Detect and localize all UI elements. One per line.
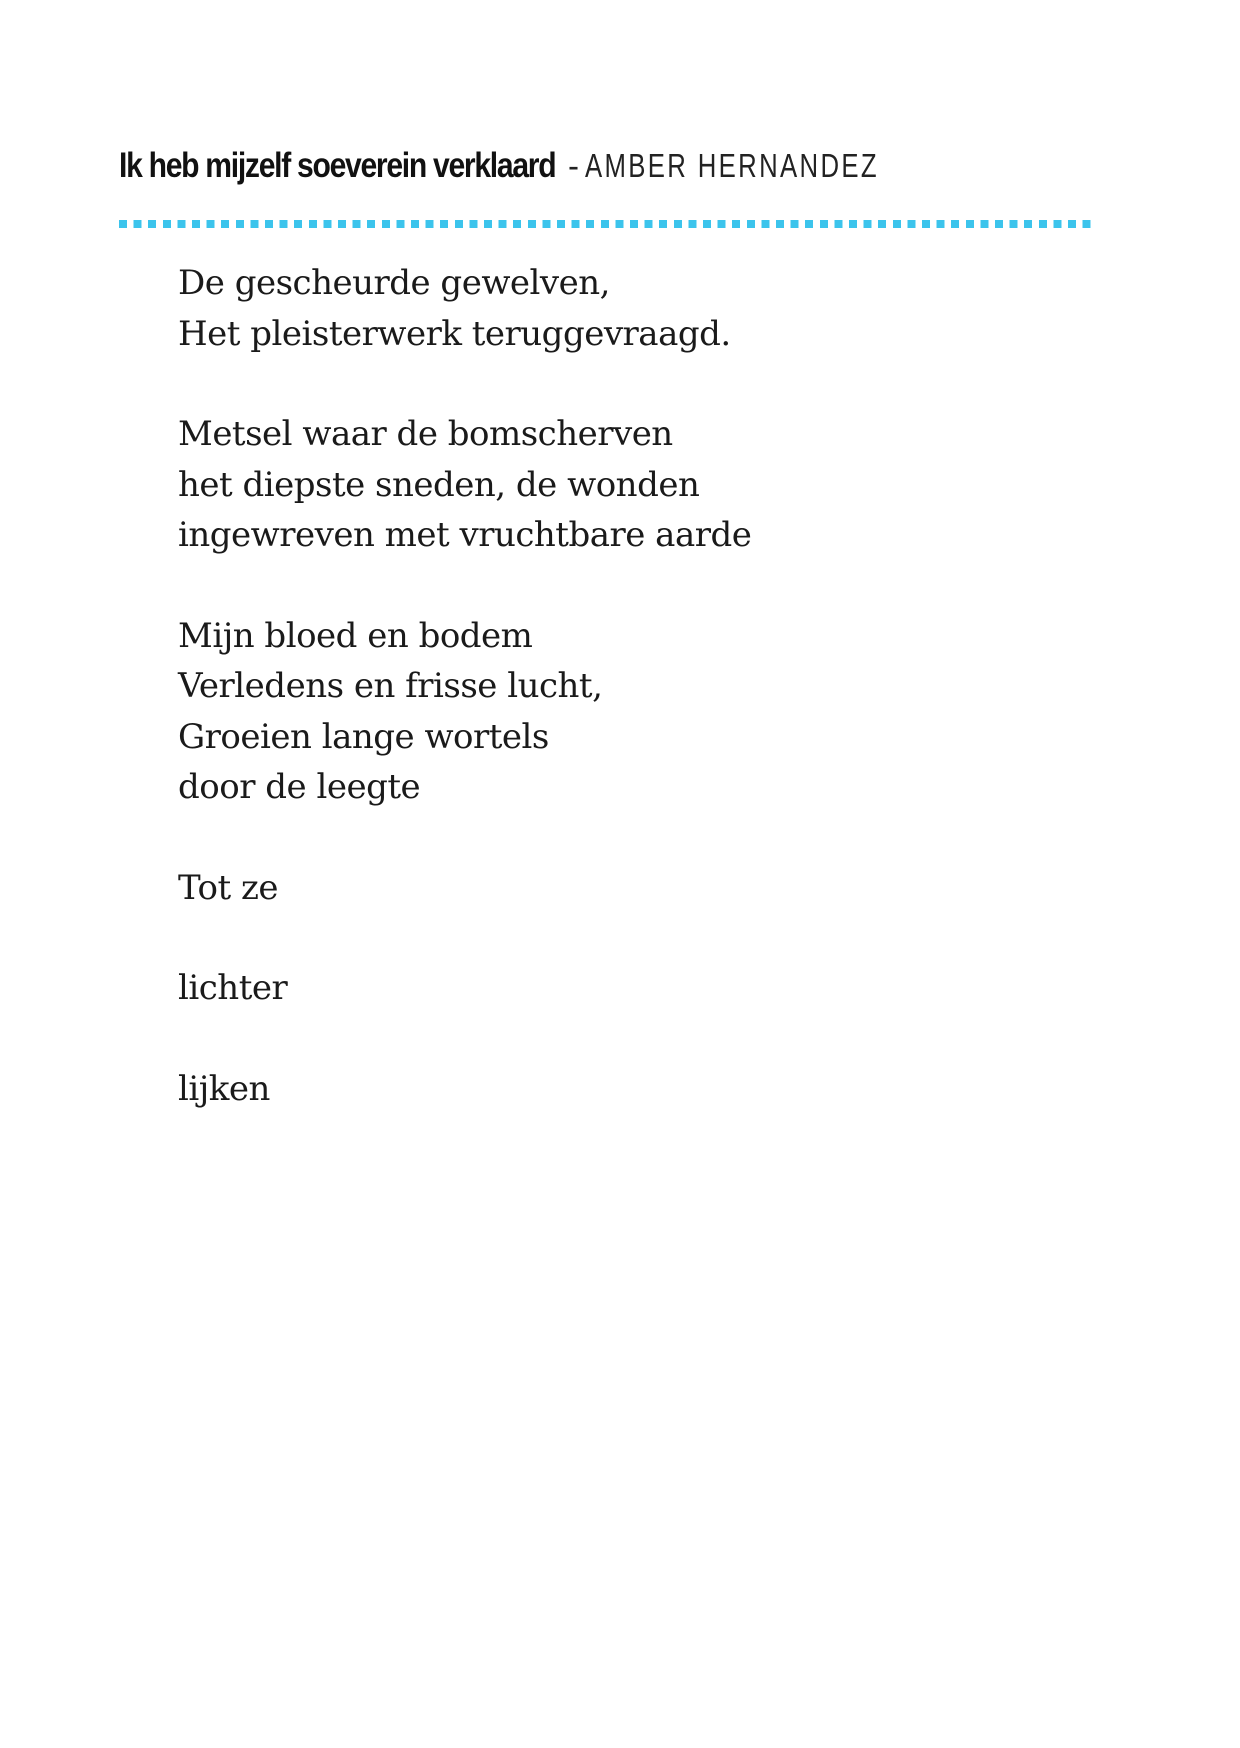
poem-header bbox=[119, 148, 962, 183]
poem-line: lijken bbox=[178, 1068, 270, 1109]
stanza-1 bbox=[178, 258, 751, 359]
poem-line: door de leegte bbox=[178, 767, 421, 807]
poem-line: De gescheurde gewelven, bbox=[178, 263, 610, 303]
poem-line: lichter bbox=[178, 968, 288, 1008]
poem-line: Metsel waar de bomscherven bbox=[178, 414, 673, 454]
poem-line: Groeien lange wortels bbox=[178, 716, 549, 757]
poem-line: ingewreven met vruchtbare aarde bbox=[178, 515, 752, 555]
stanza-2 bbox=[178, 409, 751, 561]
poem-line: het diepste sneden, de wonden bbox=[178, 464, 700, 505]
stanza-6 bbox=[178, 1064, 751, 1115]
poem-line: Mijn bloed en bodem bbox=[178, 615, 533, 656]
poem-body bbox=[178, 258, 751, 1164]
poem-line: Het pleisterwerk teruggevraagd. bbox=[178, 313, 731, 354]
stanza-4 bbox=[178, 863, 751, 914]
poem-author: AMBER HERNANDEZ bbox=[585, 147, 879, 184]
title-author-separator: - bbox=[568, 147, 579, 184]
stanza-3 bbox=[178, 611, 751, 813]
dotted-divider bbox=[119, 220, 1097, 228]
poem-line: Verledens en frisse lucht, bbox=[178, 666, 603, 706]
poem-title: Ik heb mijzelf soeverein verklaard bbox=[119, 146, 556, 185]
poem-title-wrap bbox=[119, 148, 564, 183]
poem-line: Tot ze bbox=[178, 867, 279, 908]
stanza-5 bbox=[178, 963, 751, 1014]
